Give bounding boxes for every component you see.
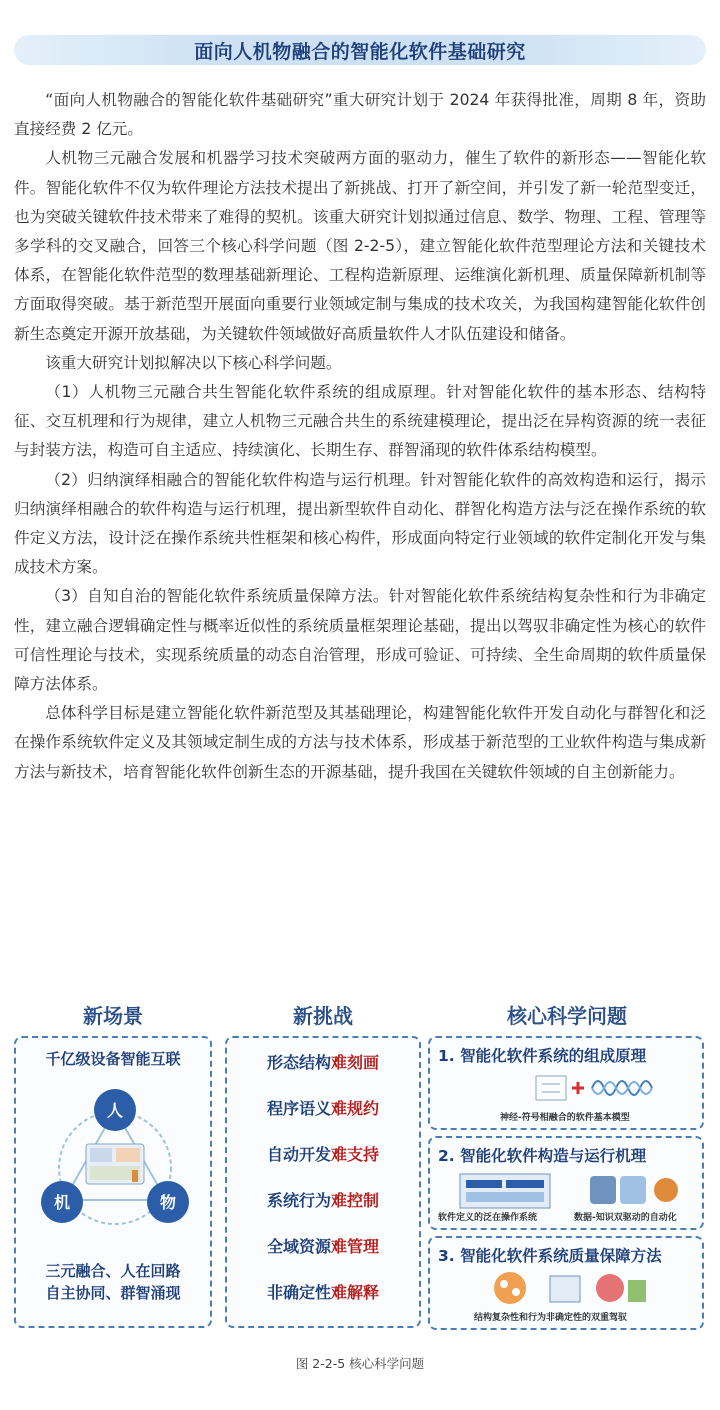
scene-panel [14, 1036, 212, 1328]
question-caption: 神经-符号相融合的软件基本模型 [500, 1113, 630, 1123]
question-title: 2. 智能化软件构造与运行机理 [438, 1147, 647, 1165]
paragraph: 人机物三元融合发展和机器学习技术突破两方面的驱动力，催生了软件的新形态——智能化软件。智能化软件不仅为软件理论方法技术提出了新挑战、打开了新空间，并引发了新一轮范型变迁，也为突破关键软件技术带来了难得的契机。该重大研究计划拟通过信息、数学、物理、工程、管理等多学科的交叉融合，回答三个核心科学问题（图 2-2-5），建立智能化软件范型理论方法和关键技术体系，在智能化软件范型的数理基础新理论、工程构造新原理、运维演化新机理、质量保障新机制等方面取得突破。基于新范型开展面向重要行业领域定制与集成的技术攻关，为我国构建智能化软件创新生态奠定开源开放基础，为关键软件领域做好高质量软件人才队伍建设和储备。 [14, 149, 706, 343]
challenge-item: 全域资源难管理 [266, 1237, 380, 1256]
challenge-item: 程序语义难规约 [266, 1099, 380, 1118]
scene-headline: 千亿级设备智能互联 [45, 1050, 181, 1068]
challenge-item: 形态结构难刻画 [266, 1053, 380, 1072]
neural-symbolic-illustration [534, 1070, 654, 1106]
scene-feature-line: 三元融合、人在回路 [45, 1262, 181, 1280]
scene-column-title: 新场景 [83, 1004, 143, 1028]
quality-assurance-illustration [490, 1270, 650, 1308]
figure-caption: 图 2-2-5 核心科学问题 [295, 1356, 425, 1371]
questions-column-title: 核心科学问题 [507, 1004, 627, 1028]
human-machine-thing-triangle [36, 1082, 194, 1242]
challenge-item: 自动开发难支持 [266, 1145, 380, 1164]
question-box-1 [428, 1036, 704, 1130]
question-title: 3. 智能化软件系统质量保障方法 [438, 1247, 662, 1265]
challenge-panel [225, 1036, 421, 1328]
question-box-2 [428, 1136, 704, 1230]
paragraph: 该重大研究计划拟解决以下核心科学问题。 [45, 353, 342, 372]
paragraph: （3）自知自治的智能化软件系统质量保障方法。针对智能化软件系统结构复杂性和行为非确定性，建立融合逻辑确定性与概率近似性的系统质量框架理论基础，提出以驾驭非确定性为核心的软件可信性理论与技术，实现系统质量的动态自治管理，形成可验证、可持续、全生命周期的软件质量保障方法体系。 [14, 587, 706, 694]
question-caption: 结构复杂性和行为非确定性的双重驾驭 [474, 1313, 628, 1323]
scene-features [16, 1260, 210, 1304]
paragraph: （2）归纳演绎相融合的智能化软件构造与运行机理。针对智能化软件的高效构造和运行，揭示归纳演绎相融合的软件构造与运行机理，提出新型软件自动化、群智化构造方法与泛在操作系统的软件定义方法，设计泛在操作系统共性框架和核心构件，形成面向特定行业领域的软件定制化开发与集成技术方案。 [14, 470, 706, 577]
question-title: 1. 智能化软件系统的组成原理 [438, 1047, 647, 1065]
title-banner [14, 35, 706, 65]
challenge-column-title: 新挑战 [293, 1004, 353, 1028]
question-box-3 [428, 1236, 704, 1330]
challenge-item: 非确定性难解释 [266, 1283, 380, 1302]
paragraph: “面向人机物融合的智能化软件基础研究”重大研究计划于 2024 年获得批准，周期 8 年，资助直接经费 2 亿元。 [14, 91, 706, 139]
questions-panel [428, 1036, 706, 1328]
node-thing: 物 [159, 1193, 177, 1212]
question-caption: 数据-知识双驱动的自动化 [574, 1213, 677, 1223]
os-and-automation-illustration [440, 1170, 694, 1210]
node-machine: 机 [53, 1193, 71, 1212]
challenge-item: 系统行为难控制 [266, 1191, 380, 1210]
article-body [14, 86, 706, 787]
paragraph: 总体科学目标是建立智能化软件新范型及其基础理论，构建智能化软件开发自动化与群智化和泛在操作系统软件定义及其领域定制生成的方法与技术体系，形成基于新范型的工业软件构造与集成新方法与新技术，培育智能化软件创新生态的开源基础，提升我国在关键软件领域的自主创新能力。 [14, 704, 706, 781]
question-caption: 软件定义的泛在操作系统 [438, 1213, 538, 1223]
scene-feature-line: 自主协同、群智涌现 [45, 1284, 181, 1302]
node-human: 人 [106, 1101, 124, 1120]
paragraph: （1）人机物三元融合共生智能化软件系统的组成原理。针对智能化软件的基本形态、结构特征、交互机理和行为规律，建立人机物三元融合共生的系统建模理论，提出泛在异构资源的统一表征与封装方法，构造可自主适应、持续演化、长期生存、群智涌现的软件体系结构模型。 [14, 383, 706, 460]
core-questions-figure [14, 996, 706, 1336]
page-title: 面向人机物融合的智能化软件基础研究 [194, 40, 526, 63]
